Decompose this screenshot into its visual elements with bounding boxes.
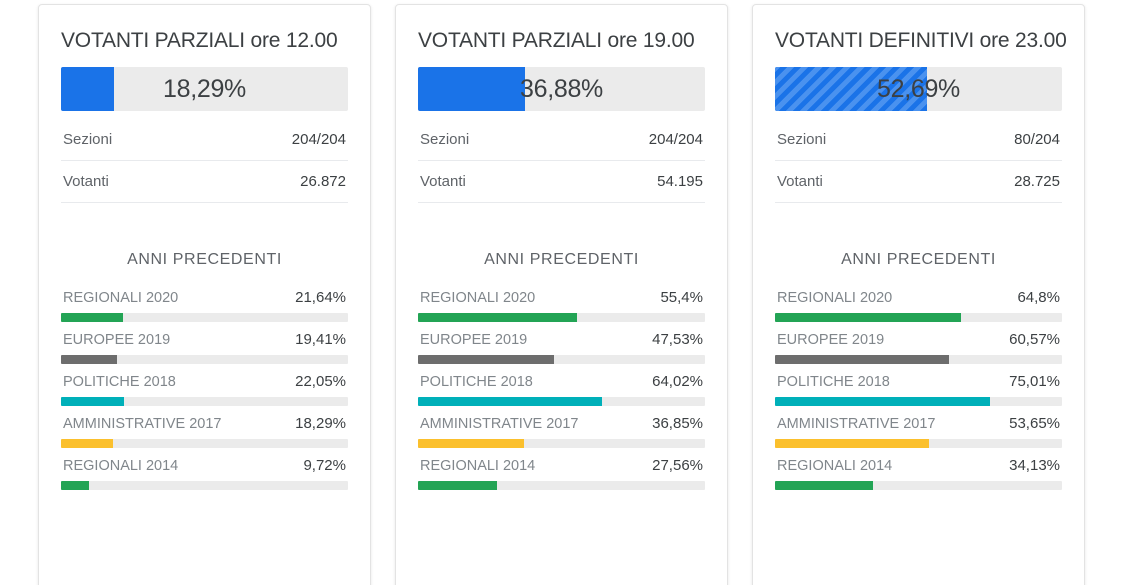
- history-item-fill: [418, 397, 602, 406]
- turnout-percent-label: 18,29%: [163, 74, 246, 103]
- history-item: [775, 457, 1062, 490]
- history-item-head: [61, 373, 348, 397]
- history-item-value: 18,29%: [295, 415, 346, 432]
- summary-row-value: 80/204: [1014, 131, 1060, 148]
- history-item-fill: [61, 397, 124, 406]
- history-item-head: [61, 457, 348, 481]
- history-item-track: [61, 397, 348, 406]
- summary-row-value: 204/204: [291, 131, 346, 148]
- history-list: [775, 289, 1062, 490]
- history-item-fill: [418, 439, 524, 448]
- history-section-title: ANNI PRECEDENTI: [841, 251, 996, 268]
- history-item-label: POLITICHE 2018: [777, 374, 890, 390]
- summary-row: [775, 161, 1062, 203]
- history-item-track: [775, 481, 1062, 490]
- history-item-value: 60,57%: [1009, 331, 1060, 348]
- history-item-head: [61, 289, 348, 313]
- history-item-fill: [775, 481, 873, 490]
- history-list: [61, 289, 348, 490]
- history-item-track: [418, 481, 705, 490]
- history-item: [61, 331, 348, 364]
- history-item-value: 27,56%: [652, 457, 703, 474]
- history-item-track: [418, 355, 705, 364]
- history-item-head: [418, 373, 705, 397]
- card-title: VOTANTI PARZIALI ore 12.00: [61, 29, 338, 52]
- history-item: [418, 373, 705, 406]
- history-item-fill: [418, 355, 554, 364]
- history-item-label: AMMINISTRATIVE 2017: [777, 416, 936, 432]
- summary-row-label: Votanti: [63, 173, 109, 190]
- history-item-fill: [61, 481, 89, 490]
- history-item-track: [61, 439, 348, 448]
- history-item-head: [61, 331, 348, 355]
- summary-rows: [418, 119, 705, 203]
- history-item: [418, 331, 705, 364]
- history-section-title: ANNI PRECEDENTI: [127, 251, 282, 268]
- history-item-head: [775, 373, 1062, 397]
- history-item-label: REGIONALI 2014: [63, 458, 179, 474]
- history-item-value: 64,8%: [1017, 289, 1060, 306]
- history-item-label: POLITICHE 2018: [63, 374, 176, 390]
- history-item-head: [775, 415, 1062, 439]
- history-item-track: [61, 355, 348, 364]
- history-item-head: [775, 457, 1062, 481]
- history-item-track: [61, 481, 348, 490]
- history-item-value: 36,85%: [652, 415, 703, 432]
- summary-row-label: Sezioni: [777, 131, 827, 148]
- history-item-fill: [61, 355, 117, 364]
- history-item-fill: [775, 397, 990, 406]
- history-item-track: [775, 313, 1062, 322]
- history-item-value: 19,41%: [295, 331, 346, 348]
- history-item-value: 53,65%: [1009, 415, 1060, 432]
- history-item-fill: [775, 313, 961, 322]
- history-item-fill: [61, 313, 123, 322]
- history-item-value: 47,53%: [652, 331, 703, 348]
- summary-row: [418, 119, 705, 161]
- summary-row: [61, 119, 348, 161]
- history-item-head: [418, 289, 705, 313]
- history-item-track: [775, 355, 1062, 364]
- summary-row: [418, 161, 705, 203]
- history-item: [775, 331, 1062, 364]
- history-item-label: AMMINISTRATIVE 2017: [420, 416, 579, 432]
- history-item-fill: [775, 439, 929, 448]
- summary-rows: [775, 119, 1062, 203]
- history-item-track: [61, 313, 348, 322]
- history-item-value: 75,01%: [1009, 373, 1060, 390]
- history-item-label: AMMINISTRATIVE 2017: [63, 416, 222, 432]
- history-item-track: [418, 439, 705, 448]
- history-item-value: 22,05%: [295, 373, 346, 390]
- history-list: [418, 289, 705, 490]
- history-item-head: [775, 331, 1062, 355]
- summary-row-value: 54.195: [657, 173, 703, 190]
- history-item-track: [775, 439, 1062, 448]
- history-item-track: [418, 313, 705, 322]
- history-item-head: [418, 331, 705, 355]
- turnout-card: [395, 4, 728, 585]
- history-item-head: [775, 289, 1062, 313]
- history-item-label: EUROPEE 2019: [777, 332, 885, 348]
- history-item: [61, 415, 348, 448]
- history-item-label: REGIONALI 2014: [777, 458, 893, 474]
- summary-row-value: 28.725: [1014, 173, 1060, 190]
- history-item: [418, 289, 705, 322]
- history-section-title: ANNI PRECEDENTI: [484, 251, 639, 268]
- history-item: [775, 289, 1062, 322]
- turnout-progress-bar: [418, 67, 705, 111]
- history-item-label: REGIONALI 2020: [63, 290, 179, 306]
- history-item-label: REGIONALI 2020: [777, 290, 893, 306]
- history-item-label: EUROPEE 2019: [63, 332, 171, 348]
- history-item: [61, 289, 348, 322]
- history-item: [775, 415, 1062, 448]
- history-item: [418, 457, 705, 490]
- summary-rows: [61, 119, 348, 203]
- summary-row-label: Sezioni: [63, 131, 113, 148]
- summary-row-label: Votanti: [777, 173, 823, 190]
- turnout-percent-label: 36,88%: [520, 74, 603, 103]
- turnout-progress-bar: [61, 67, 348, 111]
- history-item-value: 55,4%: [660, 289, 703, 306]
- history-item-label: REGIONALI 2014: [420, 458, 536, 474]
- history-item-label: EUROPEE 2019: [420, 332, 528, 348]
- history-item-fill: [775, 355, 949, 364]
- turnout-percent-label: 52,69%: [877, 74, 960, 103]
- history-item: [61, 457, 348, 490]
- history-item-label: REGIONALI 2020: [420, 290, 536, 306]
- summary-row-value: 204/204: [648, 131, 703, 148]
- history-item: [61, 373, 348, 406]
- history-item: [418, 415, 705, 448]
- summary-row: [775, 119, 1062, 161]
- history-item-label: POLITICHE 2018: [420, 374, 533, 390]
- turnout-progress-bar: [775, 67, 1062, 111]
- history-item-value: 9,72%: [303, 457, 346, 474]
- card-title: VOTANTI PARZIALI ore 19.00: [418, 29, 695, 52]
- history-item-value: 34,13%: [1009, 457, 1060, 474]
- summary-row-label: Votanti: [420, 173, 466, 190]
- history-item-track: [418, 397, 705, 406]
- summary-row: [61, 161, 348, 203]
- card-title: VOTANTI DEFINITIVI ore 23.00: [775, 29, 1067, 52]
- history-item-head: [61, 415, 348, 439]
- summary-row-value: 26.872: [300, 173, 346, 190]
- history-item-track: [775, 397, 1062, 406]
- history-item-head: [418, 415, 705, 439]
- history-item-fill: [61, 439, 113, 448]
- history-item-value: 64,02%: [652, 373, 703, 390]
- history-item-value: 21,64%: [295, 289, 346, 306]
- turnout-card: [752, 4, 1085, 585]
- history-item-head: [418, 457, 705, 481]
- history-item-fill: [418, 481, 497, 490]
- history-item-fill: [418, 313, 577, 322]
- history-item: [775, 373, 1062, 406]
- summary-row-label: Sezioni: [420, 131, 470, 148]
- turnout-card: [38, 4, 371, 585]
